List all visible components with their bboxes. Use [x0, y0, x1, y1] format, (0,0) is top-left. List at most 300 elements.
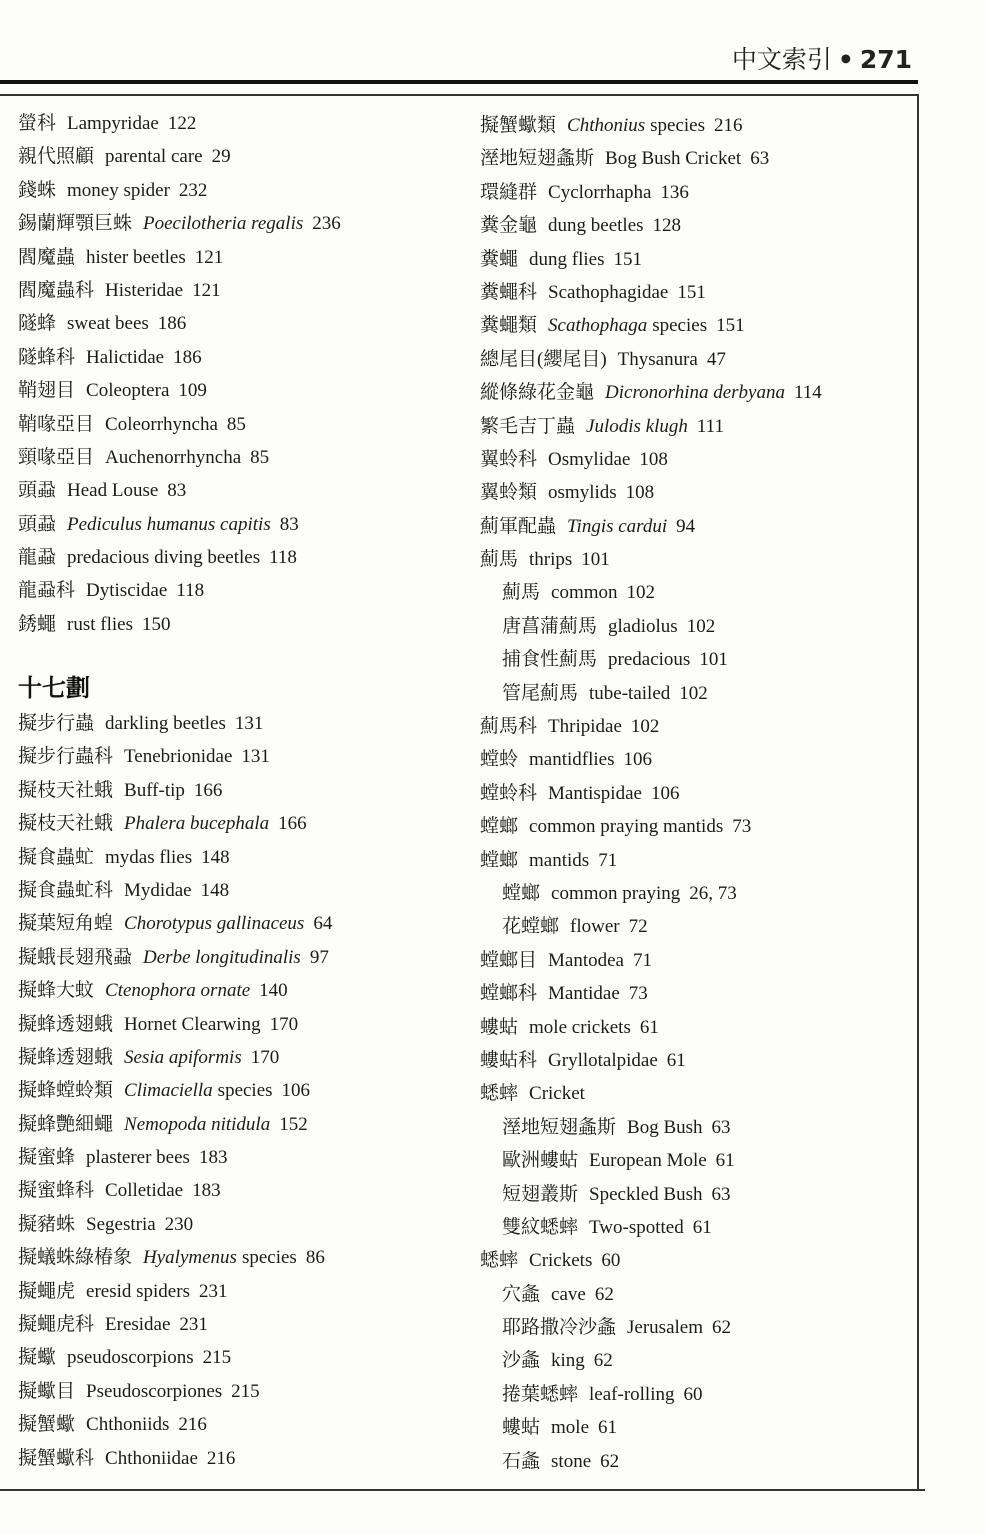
entry-chinese-term: 耶路撒冷沙螽 [502, 1317, 617, 1339]
entry-page-number: 230 [164, 1213, 194, 1235]
entry-chinese-term: 薊馬 [480, 549, 519, 571]
entry-page-number: 131 [241, 746, 270, 768]
entry-english-term: osmylids [548, 482, 617, 504]
index-entry [18, 1074, 332, 1107]
entry-english-term: species [241, 1247, 297, 1269]
entry-chinese-term: 溼地短翅螽斯 [480, 148, 595, 170]
entry-chinese-term: 歐洲螻蛄 [502, 1150, 579, 1172]
entry-english-term: flower [570, 916, 620, 938]
entry-page-number: 122 [167, 113, 197, 134]
entry-page-number: 215 [231, 1380, 260, 1402]
index-entry [480, 410, 822, 443]
entry-page-number: 63 [711, 1116, 731, 1138]
entry-scientific-name: Poecilotheria regalis [143, 213, 304, 235]
entry-page-number: 85 [226, 413, 246, 435]
entry-chinese-term: 擬枝天社蛾 [18, 779, 114, 801]
index-entry [480, 510, 822, 543]
entry-chinese-term: 螻蛄 [502, 1417, 541, 1439]
entry-english-term: Bog Bush [627, 1116, 703, 1138]
entry-page-number: 61 [666, 1049, 686, 1071]
index-entry [18, 1241, 332, 1274]
entry-page-number: 183 [192, 1180, 221, 1202]
index-entry [18, 807, 332, 840]
entry-chinese-term: 擬蜂大蚊 [18, 980, 95, 1002]
entry-english-term: Mantidae [548, 983, 620, 1005]
entry-english-term: Cyclorrhapha [548, 181, 652, 203]
entry-scientific-name: Scathophaga [548, 315, 648, 337]
entry-scientific-name: Dicronorhina derbyana [605, 382, 785, 404]
entry-page-number: 102 [626, 582, 656, 604]
entry-page-number: 101 [581, 549, 610, 571]
entry-chinese-term: 翼蛉科 [480, 448, 538, 470]
index-entry [480, 1244, 822, 1277]
entry-english-term: Colletidae [105, 1180, 184, 1202]
entry-page-number: 85 [250, 446, 270, 468]
entry-chinese-term: 擬葉短角蝗 [18, 913, 114, 935]
entry-chinese-term: 擬蜜蜂 [18, 1147, 76, 1169]
entry-chinese-term: 鞘翅目 [18, 380, 76, 402]
index-entry [480, 476, 822, 509]
entry-english-term: Gryllotalpidae [548, 1049, 658, 1071]
entry-english-term: European Mole [589, 1150, 707, 1172]
entry-english-term: Tenebrionidae [124, 746, 233, 768]
entry-english-term: species [650, 115, 706, 136]
entry-chinese-term: 薊馬科 [480, 716, 538, 738]
entry-english-term: Cricket [529, 1083, 585, 1105]
entry-english-term: mantidflies [529, 749, 615, 771]
entry-chinese-term: 糞金龜 [480, 215, 538, 237]
index-entry [18, 941, 332, 974]
index-subentry [480, 576, 822, 609]
entry-page-number: 106 [281, 1080, 311, 1102]
frame-top-line [0, 94, 918, 96]
entry-page-number: 61 [598, 1417, 618, 1439]
entry-english-term: sweat bees [67, 313, 149, 335]
entry-page-number: 183 [198, 1147, 228, 1169]
index-entry [480, 309, 822, 342]
entry-english-term: Segestria [86, 1213, 156, 1235]
entry-page-number: 232 [178, 179, 208, 201]
entry-chinese-term: 沙螽 [502, 1350, 541, 1372]
index-entry [480, 977, 822, 1010]
index-entry [18, 107, 341, 140]
entry-page-number: 148 [201, 846, 230, 868]
entry-page-number: 216 [206, 1447, 236, 1469]
index-entry [18, 1174, 332, 1207]
entry-english-term: mole [551, 1417, 590, 1439]
index-entry [18, 907, 332, 940]
entry-chinese-term: 螳蛉 [480, 749, 519, 771]
index-entry [18, 1408, 332, 1441]
index-entry [18, 574, 341, 607]
index-entry [480, 777, 822, 810]
entry-scientific-name: Climaciella [124, 1080, 213, 1102]
entry-english-term: Osmylidae [548, 448, 631, 470]
index-entry [18, 1041, 332, 1074]
entry-chinese-term: 擬蟹蠍 [18, 1414, 76, 1436]
index-subentry [480, 610, 822, 643]
entry-chinese-term: 擬蠅虎科 [18, 1314, 95, 1336]
entry-chinese-term: 銹蠅 [18, 613, 57, 635]
entry-chinese-term: 糞蠅 [480, 248, 519, 270]
entry-page-number: 29 [211, 146, 231, 168]
index-entry [480, 944, 822, 977]
entry-english-term: Histeridae [105, 279, 184, 301]
entry-english-term: mydas flies [105, 846, 193, 868]
entry-english-term: Jerusalem [627, 1317, 703, 1339]
entry-page-number: 97 [309, 946, 329, 968]
index-entry [18, 307, 341, 340]
entry-page-number: 63 [711, 1183, 731, 1205]
entry-chinese-term: 石螽 [502, 1450, 541, 1472]
entry-page-number: 216 [178, 1414, 207, 1436]
entry-page-number: 63 [750, 148, 770, 170]
index-entry [480, 543, 822, 576]
index-subentry [480, 1111, 822, 1144]
entry-english-term: Speckled Bush [589, 1183, 703, 1205]
entry-chinese-term: 螳螂目 [480, 949, 538, 971]
entry-english-term: common praying [551, 882, 681, 904]
entry-chinese-term: 薊馬 [502, 582, 541, 604]
entry-page-number: 72 [628, 916, 648, 938]
entry-chinese-term: 糞蠅科 [480, 281, 538, 303]
entry-chinese-term: 溼地短翅螽斯 [502, 1116, 617, 1138]
index-entry [18, 740, 332, 773]
entry-chinese-term: 擬豬蛛 [18, 1213, 76, 1235]
entry-chinese-term: 螳螂科 [480, 983, 538, 1005]
index-entry [18, 874, 332, 907]
entry-english-term: Chthoniidae [105, 1447, 198, 1469]
entry-english-term: king [551, 1350, 585, 1372]
entry-chinese-term: 擬步行蟲 [18, 713, 95, 734]
index-entry [18, 1341, 332, 1374]
index-entry [18, 1375, 332, 1408]
index-entry [480, 343, 822, 376]
entry-english-term: Head Louse [67, 480, 159, 502]
entry-chinese-term: 捕食性薊馬 [502, 649, 598, 671]
entry-scientific-name: Derbe longitudinalis [143, 946, 301, 968]
entry-chinese-term: 糞蠅類 [480, 315, 538, 337]
entry-english-term: common [551, 582, 618, 604]
entry-chinese-term: 閻魔蟲科 [18, 279, 95, 301]
entry-chinese-term: 隧蜂科 [18, 346, 76, 368]
entry-english-term: Buff-tip [124, 779, 185, 801]
index-subentry [480, 677, 822, 710]
right-column-index-list [480, 109, 822, 1478]
page-number: 271 [859, 45, 912, 74]
header-separator: • [837, 45, 854, 74]
entry-chinese-term: 螳螂 [502, 882, 541, 904]
entry-page-number: 61 [692, 1216, 712, 1238]
entry-page-number: 186 [157, 313, 187, 335]
index-subentry [480, 910, 822, 943]
entry-chinese-term: 錢蛛 [18, 179, 57, 201]
entry-scientific-name: Nemopoda nitidula [124, 1113, 271, 1135]
entry-page-number: 61 [715, 1150, 735, 1172]
entry-page-number: 86 [305, 1247, 325, 1269]
entry-chinese-term: 擬蜜蜂科 [18, 1180, 95, 1202]
entry-scientific-name: Pediculus humanus capitis [67, 513, 271, 535]
entry-english-term: predacious diving beetles [67, 547, 261, 569]
entry-page-number: 106 [650, 782, 680, 804]
index-entry [18, 508, 341, 541]
entry-page-number: 215 [202, 1347, 232, 1369]
index-entry [18, 140, 341, 173]
entry-english-term: Pseudoscorpiones [86, 1380, 223, 1402]
entry-english-term: leaf-rolling [589, 1383, 675, 1405]
entry-page-number: 73 [628, 983, 648, 1005]
entry-english-term: pseudoscorpions [67, 1347, 194, 1369]
entry-chinese-term: 錫蘭輝顎巨蛛 [18, 213, 133, 235]
index-subentry [480, 1378, 822, 1411]
entry-page-number: 121 [192, 279, 221, 301]
entry-page-number: 60 [601, 1250, 621, 1272]
index-entry [18, 274, 341, 307]
index-entry [480, 710, 822, 743]
entry-chinese-term: 擬蜂螳蛉類 [18, 1080, 114, 1102]
index-subentry [480, 1344, 822, 1377]
entry-english-term: species [652, 315, 708, 337]
entry-page-number: 26, 73 [689, 882, 737, 904]
entry-chinese-term: 縱條綠花金龜 [480, 382, 595, 404]
entry-english-term: Thysanura [617, 348, 698, 370]
entry-english-term: Hornet Clearwing [124, 1013, 261, 1035]
index-entry [480, 209, 822, 242]
entry-english-term: parental care [105, 146, 203, 168]
entry-english-term: Lampyridae [67, 113, 159, 134]
running-title: 中文索引 [731, 45, 832, 74]
index-entry [18, 207, 341, 240]
entry-chinese-term: 穴螽 [502, 1283, 541, 1305]
entry-chinese-term: 擬食蟲虻科 [18, 879, 114, 901]
entry-chinese-term: 擬枝天社蛾 [18, 813, 114, 835]
entry-english-term: common praying mantids [529, 816, 724, 838]
index-entry [18, 374, 341, 407]
index-subentry [480, 1178, 822, 1211]
page-header [732, 42, 912, 78]
left-column-section-list [18, 707, 332, 1475]
entry-chinese-term: 閻魔蟲 [18, 246, 76, 268]
index-entry [480, 1011, 822, 1044]
index-entry [18, 774, 332, 807]
entry-scientific-name: Phalera bucephala [124, 813, 270, 835]
index-entry [18, 1008, 332, 1041]
entry-page-number: 61 [639, 1016, 659, 1038]
entry-page-number: 109 [178, 380, 207, 402]
entry-chinese-term: 管尾薊馬 [502, 682, 579, 704]
entry-chinese-term: 螳蛉科 [480, 782, 538, 804]
entry-chinese-term: 總尾目(纓尾目) [480, 348, 607, 370]
index-entry [480, 810, 822, 843]
entry-chinese-term: 翼蛉類 [480, 482, 538, 504]
index-entry [18, 474, 341, 507]
index-entry [480, 142, 822, 175]
index-entry [480, 376, 822, 409]
entry-page-number: 151 [677, 281, 706, 303]
section-heading-stroke-count: 十七劃 [18, 674, 90, 702]
index-entry [18, 1108, 332, 1141]
index-entry [480, 443, 822, 476]
entry-scientific-name: Chthonius [567, 115, 646, 136]
entry-page-number: 62 [594, 1283, 614, 1305]
index-subentry [480, 1278, 822, 1311]
entry-page-number: 102 [630, 716, 660, 738]
header-rule [0, 80, 918, 84]
entry-chinese-term: 擬蠍 [18, 1347, 57, 1369]
entry-english-term: predacious [608, 649, 691, 671]
entry-page-number: 83 [167, 480, 187, 502]
entry-scientific-name: Tingis cardui [567, 515, 668, 537]
entry-english-term: Dytiscidae [86, 580, 168, 602]
index-entry [18, 174, 341, 207]
entry-chinese-term: 擬蟻蛛綠椿象 [18, 1247, 133, 1269]
entry-page-number: 102 [686, 615, 716, 637]
entry-chinese-term: 頭蝨 [18, 513, 57, 535]
entry-chinese-term: 唐菖蒲薊馬 [502, 615, 598, 637]
entry-chinese-term: 擬蜂透翅蛾 [18, 1013, 114, 1035]
entry-scientific-name: Ctenophora ornate [105, 980, 251, 1002]
entry-page-number: 131 [234, 713, 264, 734]
entry-page-number: 114 [793, 382, 822, 404]
entry-english-term: stone [551, 1450, 592, 1472]
entry-english-term: Coleoptera [86, 380, 170, 402]
entry-english-term: dung beetles [548, 215, 644, 237]
entry-chinese-term: 擬步行蟲科 [18, 746, 114, 768]
index-entry [18, 707, 332, 740]
entry-chinese-term: 蟋蟀 [480, 1250, 519, 1272]
entry-chinese-term: 龍蝨科 [18, 580, 76, 602]
entry-page-number: 108 [639, 448, 668, 470]
entry-english-term: dung flies [529, 248, 605, 270]
entry-scientific-name: Julodis klugh [586, 415, 688, 437]
entry-english-term: darkling beetles [105, 713, 226, 734]
entry-page-number: 166 [278, 813, 307, 835]
entry-page-number: 121 [194, 246, 224, 268]
entry-english-term: Halictidae [86, 346, 165, 368]
entry-scientific-name: Sesia apiformis [124, 1046, 242, 1068]
entry-english-term: rust flies [67, 613, 133, 635]
index-entry [480, 243, 822, 276]
entry-english-term: Auchenorrhyncha [105, 446, 242, 468]
entry-chinese-term: 環縫群 [480, 181, 538, 203]
entry-english-term: Coleorrhyncha [105, 413, 218, 435]
index-entry [18, 541, 341, 574]
index-entry [18, 1275, 332, 1308]
entry-page-number: 170 [250, 1046, 280, 1068]
entry-chinese-term: 雙紋蟋蟀 [502, 1216, 579, 1238]
entry-page-number: 151 [716, 315, 745, 337]
index-subentry [480, 1144, 822, 1177]
entry-english-term: Mantispidae [548, 782, 642, 804]
entry-chinese-term: 螢科 [18, 113, 57, 134]
index-entry [18, 974, 332, 1007]
entry-english-term: thrips [529, 549, 573, 571]
entry-english-term: plasterer bees [86, 1147, 190, 1169]
entry-chinese-term: 螳螂 [480, 816, 519, 838]
entry-chinese-term: 繁毛吉丁蟲 [480, 415, 576, 437]
entry-page-number: 151 [613, 248, 642, 270]
entry-page-number: 140 [259, 980, 288, 1002]
entry-page-number: 118 [269, 547, 297, 569]
entry-chinese-term: 花螳螂 [502, 916, 560, 938]
entry-page-number: 106 [623, 749, 652, 771]
index-entry [18, 841, 332, 874]
frame-bottom-line [0, 1489, 925, 1491]
entry-page-number: 236 [312, 213, 341, 235]
entry-chinese-term: 螻蛄 [480, 1016, 519, 1038]
entry-scientific-name: Chorotypus gallinaceus [124, 913, 305, 935]
entry-chinese-term: 薊軍配蟲 [480, 515, 557, 537]
entry-english-term: Thripidae [548, 716, 622, 738]
entry-english-term: Scathophagidae [548, 281, 669, 303]
entry-english-term: mole crickets [529, 1016, 631, 1038]
entry-page-number: 216 [714, 115, 743, 136]
entry-english-term: money spider [67, 179, 170, 201]
entry-page-number: 186 [173, 346, 202, 368]
entry-english-term: Mantodea [548, 949, 624, 971]
entry-english-term: Chthoniids [86, 1414, 170, 1436]
entry-page-number: 111 [696, 415, 724, 437]
entry-chinese-term: 螳螂 [480, 849, 519, 871]
index-subentry [480, 1445, 822, 1478]
index-subentry [480, 1411, 822, 1444]
entry-page-number: 62 [600, 1450, 620, 1472]
index-subentry [480, 1311, 822, 1344]
entry-page-number: 152 [279, 1113, 308, 1135]
index-subentry [480, 877, 822, 910]
entry-english-term: Crickets [529, 1250, 593, 1272]
entry-chinese-term: 頸喙亞目 [18, 446, 95, 468]
entry-page-number: 102 [679, 682, 708, 704]
index-entry [480, 109, 822, 142]
entry-page-number: 60 [683, 1383, 703, 1405]
index-entry [480, 844, 822, 877]
entry-page-number: 64 [313, 913, 333, 935]
entry-page-number: 71 [633, 949, 652, 971]
entry-chinese-term: 捲葉蟋蟀 [502, 1383, 579, 1405]
entry-chinese-term: 龍蝨 [18, 547, 57, 569]
entry-english-term: species [217, 1080, 273, 1102]
index-entry [18, 1208, 332, 1241]
entry-chinese-term: 隧蜂 [18, 313, 57, 335]
left-column-index-list [18, 107, 341, 641]
entry-scientific-name: Hyalymenus [143, 1247, 237, 1269]
entry-page-number: 166 [193, 779, 223, 801]
entry-page-number: 62 [712, 1317, 731, 1339]
entry-english-term: eresid spiders [86, 1280, 190, 1302]
entry-english-term: hister beetles [86, 246, 186, 268]
entry-page-number: 108 [625, 482, 655, 504]
entry-page-number: 94 [676, 515, 696, 537]
entry-page-number: 83 [279, 513, 299, 535]
index-entry [18, 341, 341, 374]
entry-page-number: 101 [699, 649, 728, 671]
entry-chinese-term: 擬蜂透翅蛾 [18, 1046, 114, 1068]
index-subentry [480, 643, 822, 676]
entry-page-number: 128 [652, 215, 682, 237]
entry-chinese-term: 短翅叢斯 [502, 1183, 579, 1205]
entry-chinese-term: 擬蠅虎 [18, 1280, 76, 1302]
entry-chinese-term: 親代照顧 [18, 146, 95, 168]
index-entry [18, 441, 341, 474]
entry-english-term: mantids [529, 849, 590, 871]
entry-page-number: 150 [141, 613, 171, 635]
entry-english-term: gladiolus [608, 615, 678, 637]
entry-page-number: 148 [200, 879, 230, 901]
index-subentry [480, 1211, 822, 1244]
entry-chinese-term: 擬食蟲虻 [18, 846, 95, 868]
entry-page-number: 231 [198, 1280, 228, 1302]
